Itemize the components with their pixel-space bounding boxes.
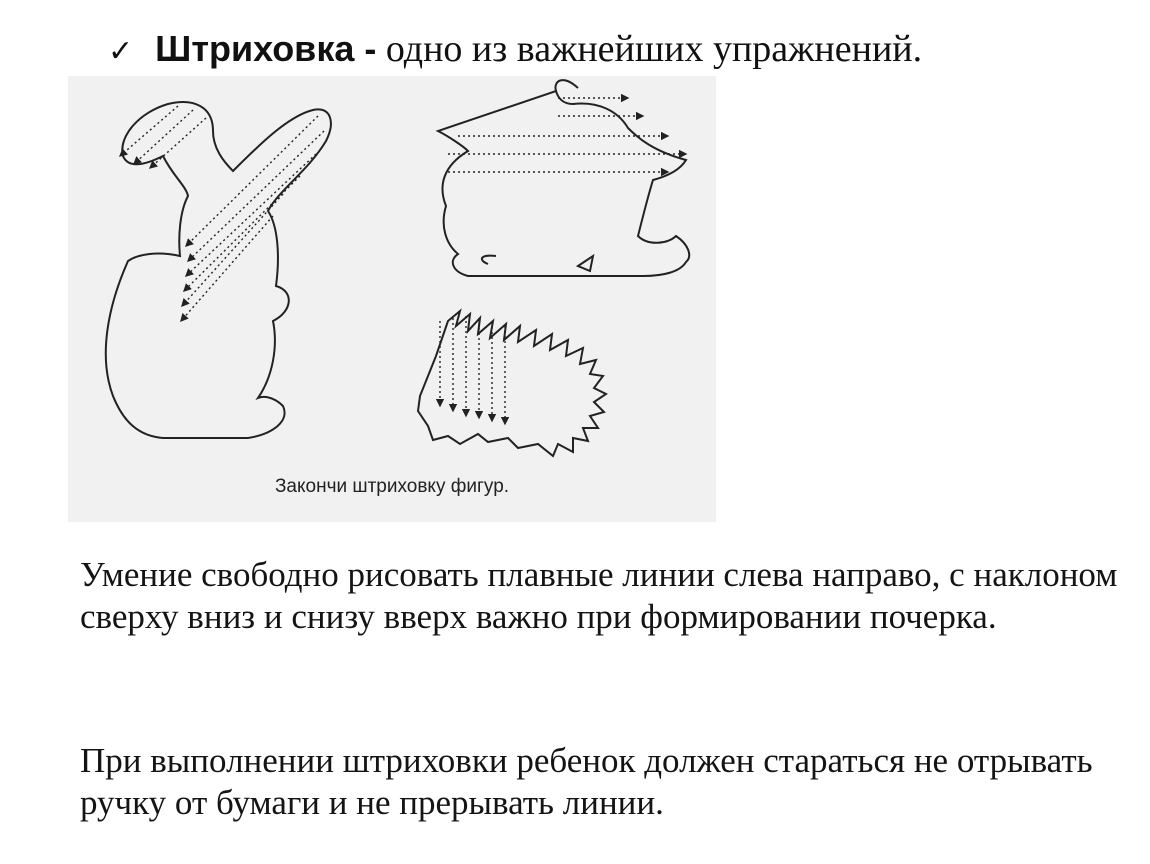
checkmark-icon: ✓: [108, 34, 134, 69]
hamster-figure: [438, 80, 689, 276]
rabbit-figure: [106, 102, 331, 438]
worksheet-caption: Закончи штриховку фигур.: [274, 476, 510, 497]
paragraph-2: При выполнении штриховки ребенок должен стараться не отрывать ручку от бумаги и не прерывать линии.: [80, 741, 1093, 822]
worksheet-image: [68, 76, 716, 522]
paragraph-1: Умение свободно рисовать плавные линии слева направо, с наклоном сверху вниз и снизу вверх важно при формировании почерка.: [80, 555, 1118, 636]
hedgehog-figure: [418, 311, 606, 456]
shading-figures-drawing: [68, 76, 716, 522]
heading-term: Штриховка -: [155, 28, 377, 69]
slide-heading: [108, 22, 922, 79]
heading-text: одно из важнейших упражнений.: [376, 28, 923, 70]
